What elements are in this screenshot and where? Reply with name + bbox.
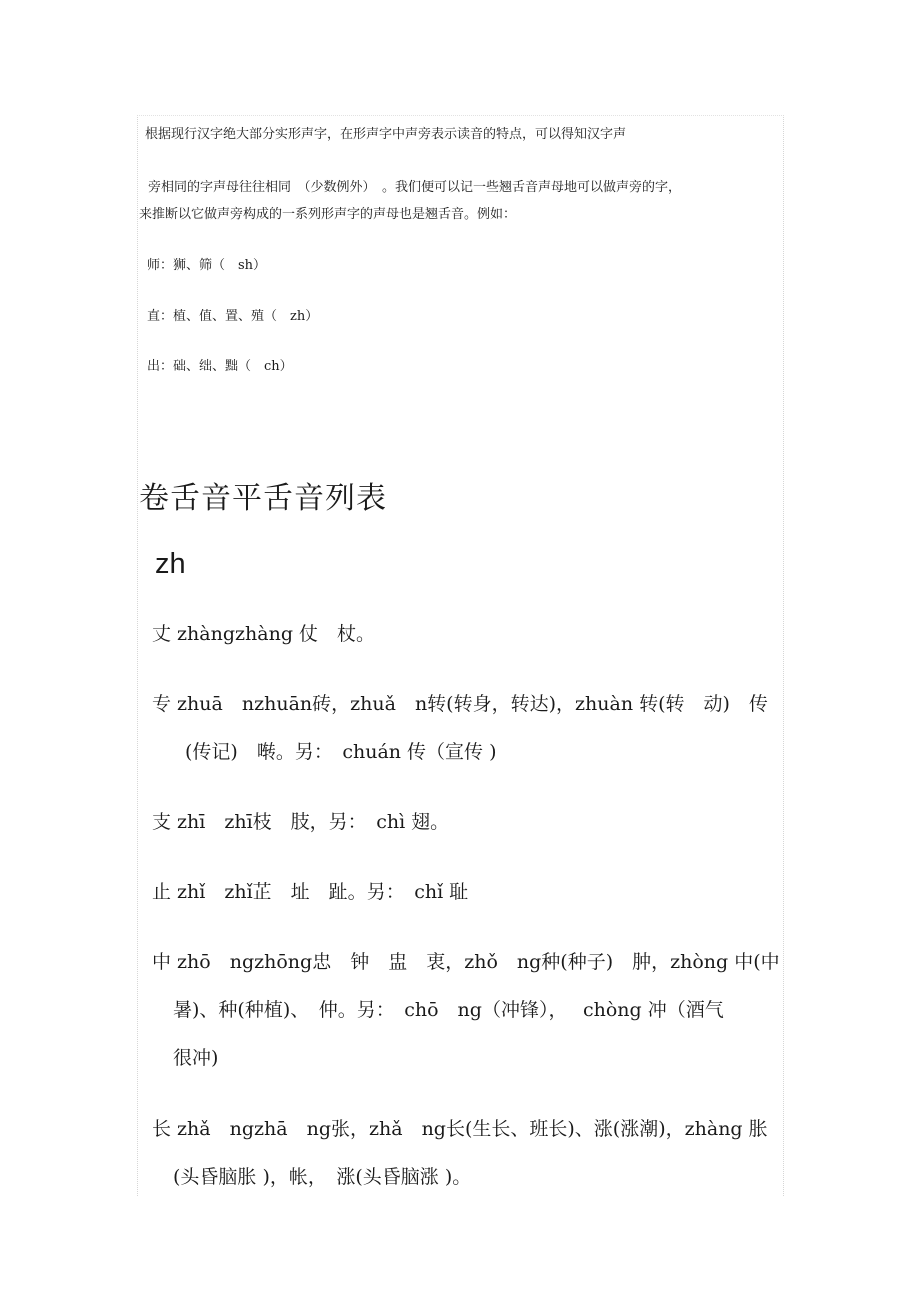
entry-zhong-line-1: 中 zhō ngzhōng忠 钟 盅 衷，zhǒ ng种(种子) 肿，zhòng 中(中: [152, 951, 780, 973]
section-heading-zh: zh: [155, 548, 186, 580]
entry-zhang-long-line-2: (头昏脑胀 )，帐， 涨(头昏脑涨 )。: [173, 1166, 472, 1188]
entry-zhong-line-2: 暑)、种(种植)、 仲。另： chō ng（冲锋）， chòng 冲（酒气: [173, 999, 724, 1021]
intro-line-1: 根据现行汉字绝大部分实形声字，在形声字中声旁表示读音的特点，可以得知汉字声: [145, 127, 627, 142]
entry-zhi-stop: 止 zhǐ zhǐ芷 址 趾。另： chǐ 耻: [152, 881, 469, 903]
example-zhi: 直：植、值、置、殖（ zh）: [147, 309, 319, 324]
intro-line-3: 来推断以它做声旁构成的一系列形声字的声母也是翘舌音。例如：: [139, 207, 517, 222]
intro-line-2: 旁相同的字声母往往相同 （少数例外） 。我们便可以记一些翘舌音声母地可以做声旁的字，: [148, 180, 682, 195]
entry-zhuan-line-2: (传记) 啭。另： chuán 传（宣传 ): [185, 741, 497, 763]
example-chu: 出：础、绌、黜（ ch）: [147, 359, 293, 374]
entry-zhang-staff: 丈 zhàngzhàng 仗 杖。: [152, 623, 376, 645]
entry-zhong-line-3: 很冲): [173, 1047, 219, 1069]
entry-zhuan-line-1: 专 zhuā nzhuān砖，zhuǎ n转(转身，转达)，zhuàn 转(转 动) 传: [152, 693, 768, 715]
entry-zhi-branch: 支 zhī zhī枝 肢，另： chì 翅。: [152, 811, 450, 833]
example-shi: 师：狮、筛（ sh）: [147, 258, 267, 273]
page-frame: [137, 115, 784, 1196]
page-title: 卷舌音平舌音列表: [139, 481, 387, 516]
entry-zhang-long-line-1: 长 zhǎ ngzhā ng张，zhǎ ng长(生长、班长)、涨(涨潮)，zhàng 胀: [152, 1118, 768, 1140]
